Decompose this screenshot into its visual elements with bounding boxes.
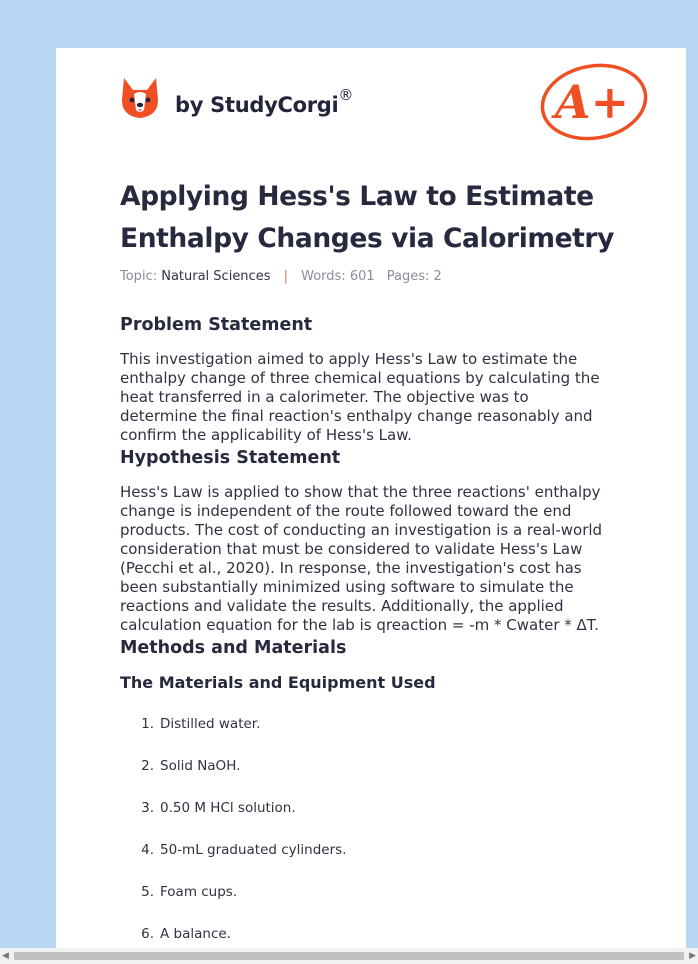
list-item: 2. Solid NaOH.: [141, 758, 241, 774]
list-item: 1. Distilled water.: [141, 716, 261, 732]
list-item: 5. Foam cups.: [141, 884, 238, 900]
scroll-left-icon[interactable]: ◀: [2, 951, 9, 961]
a-plus-grade-icon: [538, 58, 650, 142]
scrollbar-thumb[interactable]: [14, 952, 684, 960]
word-count: Words: 601: [301, 269, 375, 284]
materials-equipment-subheading: The Materials and Equipment Used: [120, 673, 436, 692]
hypothesis-statement-heading: Hypothesis Statement: [120, 448, 341, 468]
registered-mark: ®: [338, 86, 354, 104]
page-count: Pages: 2: [386, 269, 442, 284]
corgi-logo-icon: [120, 76, 160, 120]
grade-text: A+: [554, 75, 630, 129]
list-item: 6. A balance.: [141, 926, 231, 942]
problem-statement-heading: Problem Statement: [120, 315, 313, 335]
document-body: [120, 312, 638, 948]
list-item: 3. 0.50 M HCl solution.: [141, 800, 296, 816]
materials-list: [120, 715, 638, 948]
topic-label: Topic:: [120, 269, 158, 284]
document-meta: [120, 269, 442, 284]
brand-name: by StudyCorgi®: [175, 86, 354, 117]
scroll-right-icon[interactable]: ▶: [689, 951, 696, 961]
methods-materials-heading: Methods and Materials: [120, 638, 347, 658]
document-title: Applying Hess's Law to Estimate Enthalpy Changes via Calorimetry: [120, 181, 614, 254]
meta-separator: |: [283, 269, 288, 284]
hypothesis-statement-paragraph: Hess's Law is applied to show that the three reactions' enthalpy change is independent of the route followed toward the end products. The cost of conducting an investigation is a real-world consideration that must be considered to validate Hess's Law (Pecchi et al., 2020). In response, the investigation's cost has been substantially minimized using software to simulate the reactions and validate the results. Additionally, the applied calculation equation for the lab is qreaction = -m * Cwater * ΔT.: [120, 483, 603, 634]
problem-statement-paragraph: This investigation aimed to apply Hess's Law to estimate the enthalpy change of three chemical equations by calculating the heat transferred in a calorimeter. The objective was to determine the final reaction's enthalpy change reasonably and confirm the applicability of Hess's Law.: [120, 350, 600, 444]
topic-link[interactable]: Natural Sciences: [161, 269, 271, 284]
list-item: 4. 50-mL graduated cylinders.: [141, 842, 347, 858]
horizontal-scrollbar[interactable]: [0, 948, 698, 964]
document-page: [56, 48, 686, 948]
studycorgi-brand[interactable]: [120, 76, 420, 124]
